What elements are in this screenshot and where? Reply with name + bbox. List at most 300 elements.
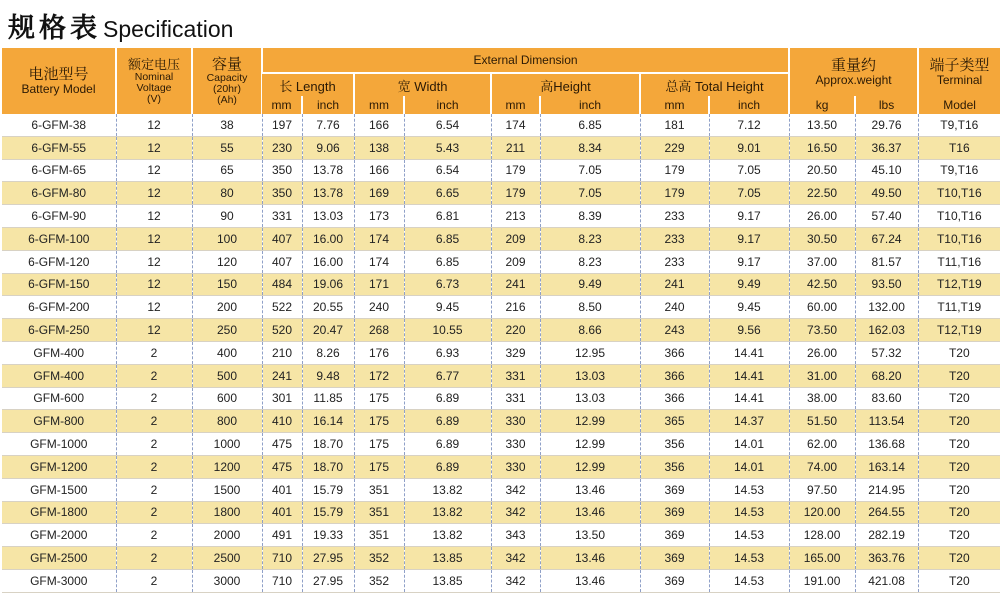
cell-width-mm: 352: [354, 547, 404, 570]
unit-height-mm: mm: [491, 96, 540, 114]
header-terminal: 端子类型 Terminal: [918, 48, 1000, 96]
title-english: Specification: [103, 16, 234, 42]
table-row: [2, 136, 1000, 159]
cell-height-inch: 13.03: [540, 364, 640, 387]
table-row: [2, 569, 1000, 592]
cell-capacity: 100: [192, 227, 262, 250]
cell-total-height-inch: 14.41: [709, 341, 789, 364]
cell-total-height-inch: 9.56: [709, 319, 789, 342]
cell-total-height-mm: 233: [640, 250, 709, 273]
cell-capacity: 150: [192, 273, 262, 296]
cell-model: GFM-1500: [2, 478, 116, 501]
table-header: [2, 48, 1000, 114]
cell-height-mm: 179: [491, 182, 540, 205]
header-height: 高Height: [491, 73, 640, 96]
cell-total-height-inch: 7.12: [709, 114, 789, 136]
cell-terminal: T11,T16: [918, 250, 1000, 273]
cell-width-mm: 175: [354, 455, 404, 478]
cell-capacity: 200: [192, 296, 262, 319]
cell-weight-kg: 30.50: [789, 227, 855, 250]
cell-capacity: 1000: [192, 433, 262, 456]
cell-total-height-mm: 369: [640, 501, 709, 524]
cell-weight-lbs: 363.76: [855, 547, 918, 570]
header-approx-weight: 重量约 Approx.weight: [789, 48, 918, 96]
cell-height-mm: 342: [491, 569, 540, 592]
cell-weight-lbs: 83.60: [855, 387, 918, 410]
cell-terminal: T20: [918, 501, 1000, 524]
cell-total-height-mm: 369: [640, 478, 709, 501]
cell-weight-kg: 73.50: [789, 319, 855, 342]
cell-height-inch: 6.85: [540, 114, 640, 136]
cell-voltage: 2: [116, 478, 192, 501]
header-nominal-voltage: 额定电压 Nominal Voltage (V): [116, 48, 192, 114]
cell-width-mm: 176: [354, 341, 404, 364]
cell-length-inch: 9.06: [302, 136, 354, 159]
cell-length-mm: 350: [262, 182, 302, 205]
cell-width-mm: 351: [354, 524, 404, 547]
cell-length-inch: 19.06: [302, 273, 354, 296]
cell-weight-lbs: 29.76: [855, 114, 918, 136]
cell-total-height-inch: 9.49: [709, 273, 789, 296]
cell-voltage: 2: [116, 364, 192, 387]
cell-total-height-mm: 366: [640, 341, 709, 364]
cell-length-inch: 27.95: [302, 547, 354, 570]
cell-total-height-inch: 14.41: [709, 387, 789, 410]
cell-terminal: T10,T16: [918, 182, 1000, 205]
cell-weight-kg: 38.00: [789, 387, 855, 410]
cell-capacity: 1800: [192, 501, 262, 524]
cell-terminal: T11,T19: [918, 296, 1000, 319]
cell-voltage: 12: [116, 250, 192, 273]
cell-terminal: T12,T19: [918, 273, 1000, 296]
header-capacity: 容量 Capacity (20hr) (Ah): [192, 48, 262, 114]
cell-length-inch: 13.03: [302, 205, 354, 228]
cell-length-mm: 401: [262, 501, 302, 524]
cell-weight-kg: 37.00: [789, 250, 855, 273]
cell-height-inch: 13.46: [540, 547, 640, 570]
cell-height-mm: 179: [491, 159, 540, 182]
cell-weight-kg: 60.00: [789, 296, 855, 319]
cell-weight-lbs: 57.32: [855, 341, 918, 364]
cell-height-inch: 8.66: [540, 319, 640, 342]
table-row: [2, 341, 1000, 364]
cell-length-mm: 484: [262, 273, 302, 296]
cell-terminal: T20: [918, 455, 1000, 478]
cell-width-inch: 13.82: [404, 524, 491, 547]
cell-total-height-mm: 365: [640, 410, 709, 433]
cell-voltage: 2: [116, 547, 192, 570]
cell-width-mm: 166: [354, 159, 404, 182]
cell-terminal: T20: [918, 569, 1000, 592]
cell-weight-lbs: 163.14: [855, 455, 918, 478]
cell-terminal: T20: [918, 387, 1000, 410]
cell-length-inch: 18.70: [302, 433, 354, 456]
cell-width-inch: 6.89: [404, 433, 491, 456]
cell-total-height-inch: 9.17: [709, 250, 789, 273]
cell-width-inch: 6.85: [404, 250, 491, 273]
cell-height-mm: 174: [491, 114, 540, 136]
cell-width-inch: 6.54: [404, 114, 491, 136]
cell-weight-lbs: 36.37: [855, 136, 918, 159]
cell-width-inch: 6.93: [404, 341, 491, 364]
cell-voltage: 12: [116, 319, 192, 342]
cell-terminal: T9,T16: [918, 114, 1000, 136]
cell-capacity: 2000: [192, 524, 262, 547]
cell-weight-lbs: 132.00: [855, 296, 918, 319]
cell-length-inch: 7.76: [302, 114, 354, 136]
table-row: [2, 547, 1000, 570]
cell-total-height-mm: 369: [640, 524, 709, 547]
table-row: [2, 524, 1000, 547]
cell-terminal: T20: [918, 433, 1000, 456]
cell-total-height-inch: 7.05: [709, 182, 789, 205]
cell-capacity: 1200: [192, 455, 262, 478]
cell-weight-lbs: 282.19: [855, 524, 918, 547]
cell-height-inch: 13.50: [540, 524, 640, 547]
cell-weight-kg: 26.00: [789, 341, 855, 364]
cell-weight-kg: 22.50: [789, 182, 855, 205]
cell-width-mm: 138: [354, 136, 404, 159]
cell-model: GFM-1800: [2, 501, 116, 524]
cell-length-inch: 15.79: [302, 478, 354, 501]
cell-length-mm: 331: [262, 205, 302, 228]
cell-weight-lbs: 93.50: [855, 273, 918, 296]
table-row: [2, 114, 1000, 136]
cell-width-inch: 5.43: [404, 136, 491, 159]
cell-total-height-mm: 179: [640, 159, 709, 182]
cell-length-mm: 475: [262, 433, 302, 456]
cell-height-mm: 330: [491, 433, 540, 456]
cell-voltage: 2: [116, 433, 192, 456]
cell-capacity: 3000: [192, 569, 262, 592]
cell-length-inch: 13.78: [302, 159, 354, 182]
unit-terminal-model: Model: [918, 96, 1000, 114]
table-row: [2, 387, 1000, 410]
cell-weight-kg: 120.00: [789, 501, 855, 524]
cell-width-mm: 351: [354, 478, 404, 501]
cell-voltage: 2: [116, 410, 192, 433]
unit-height-inch: inch: [540, 96, 640, 114]
cell-height-mm: 216: [491, 296, 540, 319]
cell-capacity: 38: [192, 114, 262, 136]
cell-length-mm: 197: [262, 114, 302, 136]
cell-terminal: T16: [918, 136, 1000, 159]
cell-voltage: 12: [116, 296, 192, 319]
cell-total-height-inch: 14.01: [709, 433, 789, 456]
cell-weight-lbs: 214.95: [855, 478, 918, 501]
cell-voltage: 12: [116, 227, 192, 250]
cell-height-inch: 9.49: [540, 273, 640, 296]
cell-width-mm: 173: [354, 205, 404, 228]
cell-capacity: 120: [192, 250, 262, 273]
table-row: [2, 227, 1000, 250]
cell-total-height-mm: 369: [640, 547, 709, 570]
cell-length-mm: 491: [262, 524, 302, 547]
unit-weight-kg: kg: [789, 96, 855, 114]
cell-length-mm: 230: [262, 136, 302, 159]
cell-width-inch: 6.54: [404, 159, 491, 182]
cell-weight-kg: 26.00: [789, 205, 855, 228]
cell-weight-kg: 13.50: [789, 114, 855, 136]
cell-width-mm: 171: [354, 273, 404, 296]
cell-height-inch: 13.46: [540, 501, 640, 524]
cell-model: 6-GFM-65: [2, 159, 116, 182]
cell-width-mm: 166: [354, 114, 404, 136]
cell-capacity: 55: [192, 136, 262, 159]
cell-weight-lbs: 136.68: [855, 433, 918, 456]
table-row: [2, 364, 1000, 387]
cell-height-mm: 330: [491, 410, 540, 433]
cell-terminal: T20: [918, 547, 1000, 570]
cell-length-inch: 13.78: [302, 182, 354, 205]
cell-weight-lbs: 264.55: [855, 501, 918, 524]
cell-capacity: 1500: [192, 478, 262, 501]
title-chinese: 规格表: [8, 13, 101, 44]
cell-length-inch: 11.85: [302, 387, 354, 410]
cell-capacity: 2500: [192, 547, 262, 570]
cell-height-inch: 7.05: [540, 182, 640, 205]
cell-model: 6-GFM-80: [2, 182, 116, 205]
cell-height-inch: 13.46: [540, 478, 640, 501]
cell-total-height-inch: 14.37: [709, 410, 789, 433]
cell-weight-kg: 165.00: [789, 547, 855, 570]
cell-terminal: T9,T16: [918, 159, 1000, 182]
unit-weight-lbs: lbs: [855, 96, 918, 114]
cell-height-mm: 342: [491, 501, 540, 524]
cell-width-inch: 6.65: [404, 182, 491, 205]
cell-total-height-inch: 9.17: [709, 227, 789, 250]
cell-terminal: T10,T16: [918, 227, 1000, 250]
table-row: [2, 296, 1000, 319]
cell-voltage: 12: [116, 136, 192, 159]
cell-width-inch: 6.77: [404, 364, 491, 387]
cell-weight-lbs: 162.03: [855, 319, 918, 342]
table-row: [2, 159, 1000, 182]
cell-width-mm: 172: [354, 364, 404, 387]
cell-length-inch: 27.95: [302, 569, 354, 592]
cell-model: GFM-1000: [2, 433, 116, 456]
cell-width-mm: 175: [354, 410, 404, 433]
cell-weight-kg: 51.50: [789, 410, 855, 433]
cell-width-mm: 169: [354, 182, 404, 205]
cell-width-mm: 240: [354, 296, 404, 319]
cell-height-mm: 331: [491, 387, 540, 410]
unit-total-height-mm: mm: [640, 96, 709, 114]
cell-voltage: 12: [116, 114, 192, 136]
cell-length-inch: 15.79: [302, 501, 354, 524]
cell-capacity: 800: [192, 410, 262, 433]
cell-model: 6-GFM-200: [2, 296, 116, 319]
header-total-height: 总高 Total Height: [640, 73, 789, 96]
cell-total-height-inch: 14.01: [709, 455, 789, 478]
cell-capacity: 80: [192, 182, 262, 205]
cell-weight-kg: 20.50: [789, 159, 855, 182]
cell-length-mm: 407: [262, 227, 302, 250]
cell-length-inch: 20.47: [302, 319, 354, 342]
table-row: [2, 478, 1000, 501]
cell-weight-lbs: 68.20: [855, 364, 918, 387]
cell-model: 6-GFM-150: [2, 273, 116, 296]
cell-total-height-inch: 14.41: [709, 364, 789, 387]
cell-capacity: 90: [192, 205, 262, 228]
cell-width-mm: 174: [354, 227, 404, 250]
cell-length-inch: 9.48: [302, 364, 354, 387]
header-battery-model: 电池型号 Battery Model: [2, 48, 116, 114]
cell-weight-kg: 74.00: [789, 455, 855, 478]
cell-weight-kg: 191.00: [789, 569, 855, 592]
unit-width-inch: inch: [404, 96, 491, 114]
cell-total-height-inch: 14.53: [709, 501, 789, 524]
cell-length-mm: 210: [262, 341, 302, 364]
cell-weight-kg: 16.50: [789, 136, 855, 159]
cell-voltage: 12: [116, 159, 192, 182]
cell-height-inch: 12.99: [540, 455, 640, 478]
cell-width-mm: 175: [354, 387, 404, 410]
cell-weight-lbs: 81.57: [855, 250, 918, 273]
table-row: [2, 455, 1000, 478]
cell-length-mm: 520: [262, 319, 302, 342]
cell-weight-kg: 97.50: [789, 478, 855, 501]
unit-width-mm: mm: [354, 96, 404, 114]
header-length: 长 Length: [262, 73, 354, 96]
cell-model: GFM-2500: [2, 547, 116, 570]
cell-height-mm: 220: [491, 319, 540, 342]
cell-height-mm: 342: [491, 547, 540, 570]
cell-length-mm: 401: [262, 478, 302, 501]
cell-length-inch: 18.70: [302, 455, 354, 478]
cell-model: GFM-600: [2, 387, 116, 410]
cell-weight-lbs: 57.40: [855, 205, 918, 228]
cell-length-mm: 241: [262, 364, 302, 387]
unit-length-inch: inch: [302, 96, 354, 114]
cell-weight-kg: 42.50: [789, 273, 855, 296]
cell-total-height-mm: 233: [640, 227, 709, 250]
cell-length-mm: 710: [262, 547, 302, 570]
cell-model: GFM-800: [2, 410, 116, 433]
cell-terminal: T20: [918, 341, 1000, 364]
cell-total-height-mm: 240: [640, 296, 709, 319]
cell-width-mm: 351: [354, 501, 404, 524]
cell-total-height-inch: 14.53: [709, 569, 789, 592]
cell-height-inch: 8.23: [540, 250, 640, 273]
cell-height-mm: 209: [491, 250, 540, 273]
cell-model: GFM-1200: [2, 455, 116, 478]
cell-width-inch: 6.89: [404, 410, 491, 433]
cell-terminal: T10,T16: [918, 205, 1000, 228]
cell-width-inch: 13.82: [404, 478, 491, 501]
cell-terminal: T20: [918, 524, 1000, 547]
cell-height-mm: 209: [491, 227, 540, 250]
table-row: [2, 182, 1000, 205]
cell-weight-lbs: 67.24: [855, 227, 918, 250]
cell-width-inch: 13.85: [404, 569, 491, 592]
cell-voltage: 2: [116, 387, 192, 410]
header-width: 宽 Width: [354, 73, 491, 96]
cell-total-height-inch: 9.45: [709, 296, 789, 319]
cell-model: GFM-2000: [2, 524, 116, 547]
cell-weight-kg: 31.00: [789, 364, 855, 387]
cell-height-mm: 331: [491, 364, 540, 387]
header-external-dimension: External Dimension: [262, 48, 789, 73]
cell-total-height-mm: 356: [640, 455, 709, 478]
cell-model: GFM-400: [2, 364, 116, 387]
cell-total-height-mm: 356: [640, 433, 709, 456]
cell-total-height-mm: 241: [640, 273, 709, 296]
cell-voltage: 12: [116, 182, 192, 205]
cell-width-inch: 10.55: [404, 319, 491, 342]
table-row: [2, 273, 1000, 296]
cell-width-inch: 6.89: [404, 387, 491, 410]
cell-length-inch: 16.14: [302, 410, 354, 433]
cell-length-mm: 301: [262, 387, 302, 410]
cell-height-mm: 213: [491, 205, 540, 228]
specification-table: [2, 48, 1000, 593]
cell-height-mm: 211: [491, 136, 540, 159]
cell-width-mm: 174: [354, 250, 404, 273]
cell-total-height-inch: 14.53: [709, 478, 789, 501]
cell-length-mm: 350: [262, 159, 302, 182]
cell-width-inch: 6.81: [404, 205, 491, 228]
cell-height-mm: 329: [491, 341, 540, 364]
cell-model: 6-GFM-55: [2, 136, 116, 159]
cell-total-height-mm: 243: [640, 319, 709, 342]
cell-height-inch: 13.03: [540, 387, 640, 410]
cell-weight-lbs: 421.08: [855, 569, 918, 592]
cell-total-height-inch: 14.53: [709, 547, 789, 570]
table-row: [2, 319, 1000, 342]
cell-length-mm: 410: [262, 410, 302, 433]
cell-total-height-inch: 7.05: [709, 159, 789, 182]
cell-width-inch: 13.85: [404, 547, 491, 570]
cell-terminal: T20: [918, 364, 1000, 387]
cell-model: 6-GFM-38: [2, 114, 116, 136]
cell-model: 6-GFM-90: [2, 205, 116, 228]
cell-length-inch: 19.33: [302, 524, 354, 547]
cell-height-inch: 8.23: [540, 227, 640, 250]
table-row: [2, 433, 1000, 456]
cell-width-inch: 13.82: [404, 501, 491, 524]
cell-height-inch: 12.99: [540, 433, 640, 456]
cell-total-height-inch: 14.53: [709, 524, 789, 547]
cell-voltage: 12: [116, 273, 192, 296]
cell-weight-lbs: 113.54: [855, 410, 918, 433]
cell-height-mm: 241: [491, 273, 540, 296]
cell-height-mm: 330: [491, 455, 540, 478]
cell-capacity: 400: [192, 341, 262, 364]
cell-model: GFM-3000: [2, 569, 116, 592]
cell-total-height-inch: 9.01: [709, 136, 789, 159]
cell-terminal: T12,T19: [918, 319, 1000, 342]
cell-height-inch: 8.34: [540, 136, 640, 159]
cell-length-inch: 16.00: [302, 250, 354, 273]
cell-width-mm: 268: [354, 319, 404, 342]
cell-model: 6-GFM-120: [2, 250, 116, 273]
table-row: [2, 410, 1000, 433]
cell-total-height-mm: 181: [640, 114, 709, 136]
cell-capacity: 500: [192, 364, 262, 387]
cell-weight-lbs: 45.10: [855, 159, 918, 182]
cell-capacity: 600: [192, 387, 262, 410]
table-body: [2, 114, 1000, 592]
cell-height-inch: 12.95: [540, 341, 640, 364]
page-title: [8, 6, 233, 46]
cell-length-mm: 407: [262, 250, 302, 273]
cell-total-height-mm: 179: [640, 182, 709, 205]
cell-voltage: 2: [116, 524, 192, 547]
cell-capacity: 65: [192, 159, 262, 182]
cell-voltage: 2: [116, 341, 192, 364]
cell-length-inch: 16.00: [302, 227, 354, 250]
